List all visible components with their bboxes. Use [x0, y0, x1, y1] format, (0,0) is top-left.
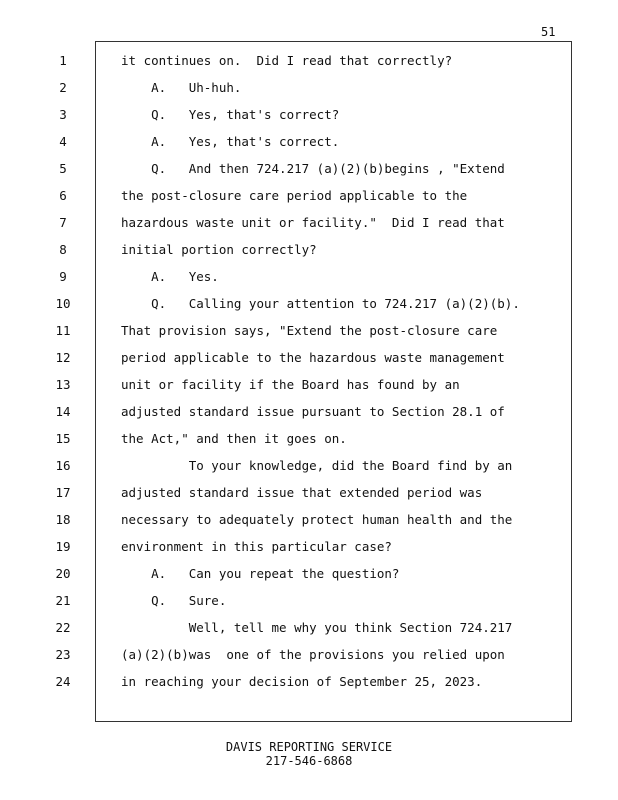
- line-number: 9: [59, 269, 67, 284]
- transcript-line: [0, 641, 618, 668]
- line-text: To your knowledge, did the Board find by an: [121, 458, 513, 473]
- transcript-line: [0, 668, 618, 695]
- line-text: in reaching your decision of September 25, 2023.: [121, 674, 483, 689]
- transcript-line: [0, 101, 618, 128]
- line-number: 10: [55, 296, 71, 311]
- transcript-line: [0, 155, 618, 182]
- transcript-line: [0, 425, 618, 452]
- line-text: hazardous waste unit or facility." Did I read that: [121, 215, 505, 230]
- footer: [0, 740, 618, 768]
- transcript-line: [0, 371, 618, 398]
- line-number: 18: [55, 512, 71, 527]
- transcript-line: [0, 236, 618, 263]
- line-number: 8: [59, 242, 67, 257]
- line-number: 19: [55, 539, 71, 554]
- transcript-line: [0, 506, 618, 533]
- transcript-line: [0, 290, 618, 317]
- line-text: Q. Calling your attention to 724.217 (a)(2)(b).: [121, 296, 520, 311]
- line-number: 12: [55, 350, 71, 365]
- line-text: That provision says, "Extend the post-closure care: [121, 323, 498, 338]
- line-text: Well, tell me why you think Section 724.217: [121, 620, 513, 635]
- transcript-line: [0, 344, 618, 371]
- line-number: 2: [59, 80, 67, 95]
- transcript-line: [0, 128, 618, 155]
- transcript-line: [0, 560, 618, 587]
- line-number: 14: [55, 404, 71, 419]
- line-number: 6: [59, 188, 67, 203]
- line-text: A. Can you repeat the question?: [121, 566, 400, 581]
- page-number: 51: [541, 25, 556, 39]
- transcript-line: [0, 452, 618, 479]
- footer-company: DAVIS REPORTING SERVICE: [225, 740, 393, 754]
- line-number: 22: [55, 620, 71, 635]
- line-number: 20: [55, 566, 71, 581]
- line-number: 7: [59, 215, 67, 230]
- transcript-line: [0, 263, 618, 290]
- transcript-line: [0, 209, 618, 236]
- line-text: unit or facility if the Board has found by an: [121, 377, 460, 392]
- line-text: A. Yes.: [121, 269, 219, 284]
- line-number: 21: [55, 593, 71, 608]
- line-number: 5: [59, 161, 67, 176]
- line-text: adjusted standard issue that extended period was: [121, 485, 483, 500]
- transcript-line: [0, 398, 618, 425]
- transcript-line: [0, 587, 618, 614]
- transcript-line: [0, 47, 618, 74]
- line-text: Q. Sure.: [121, 593, 227, 608]
- line-text: the Act," and then it goes on.: [121, 431, 347, 446]
- transcript-line: [0, 74, 618, 101]
- transcript-line: [0, 317, 618, 344]
- transcript-line: [0, 182, 618, 209]
- transcript-line: [0, 479, 618, 506]
- line-text: initial portion correctly?: [121, 242, 317, 257]
- line-number: 13: [55, 377, 71, 392]
- transcript-line: [0, 614, 618, 641]
- line-text: it continues on. Did I read that correctly?: [121, 53, 453, 68]
- line-text: environment in this particular case?: [121, 539, 392, 554]
- line-text: necessary to adequately protect human health and the: [121, 512, 513, 527]
- line-text: period applicable to the hazardous waste management: [121, 350, 505, 365]
- line-text: adjusted standard issue pursuant to Section 28.1 of: [121, 404, 505, 419]
- footer-phone: 217-546-6868: [265, 754, 353, 768]
- line-text: (a)(2)(b)was one of the provisions you relied upon: [121, 647, 505, 662]
- line-number: 3: [59, 107, 67, 122]
- line-text: A. Yes, that's correct.: [121, 134, 340, 149]
- line-text: the post-closure care period applicable to the: [121, 188, 468, 203]
- line-number: 1: [59, 53, 67, 68]
- line-number: 11: [55, 323, 71, 338]
- line-text: Q. Yes, that's correct?: [121, 107, 340, 122]
- line-number: 24: [55, 674, 71, 689]
- line-number: 16: [55, 458, 71, 473]
- transcript-line: [0, 533, 618, 560]
- line-number: 23: [55, 647, 71, 662]
- line-number: 15: [55, 431, 71, 446]
- line-text: A. Uh-huh.: [121, 80, 242, 95]
- line-number: 17: [55, 485, 71, 500]
- line-text: Q. And then 724.217 (a)(2)(b)begins , "Extend: [121, 161, 505, 176]
- line-number: 4: [59, 134, 67, 149]
